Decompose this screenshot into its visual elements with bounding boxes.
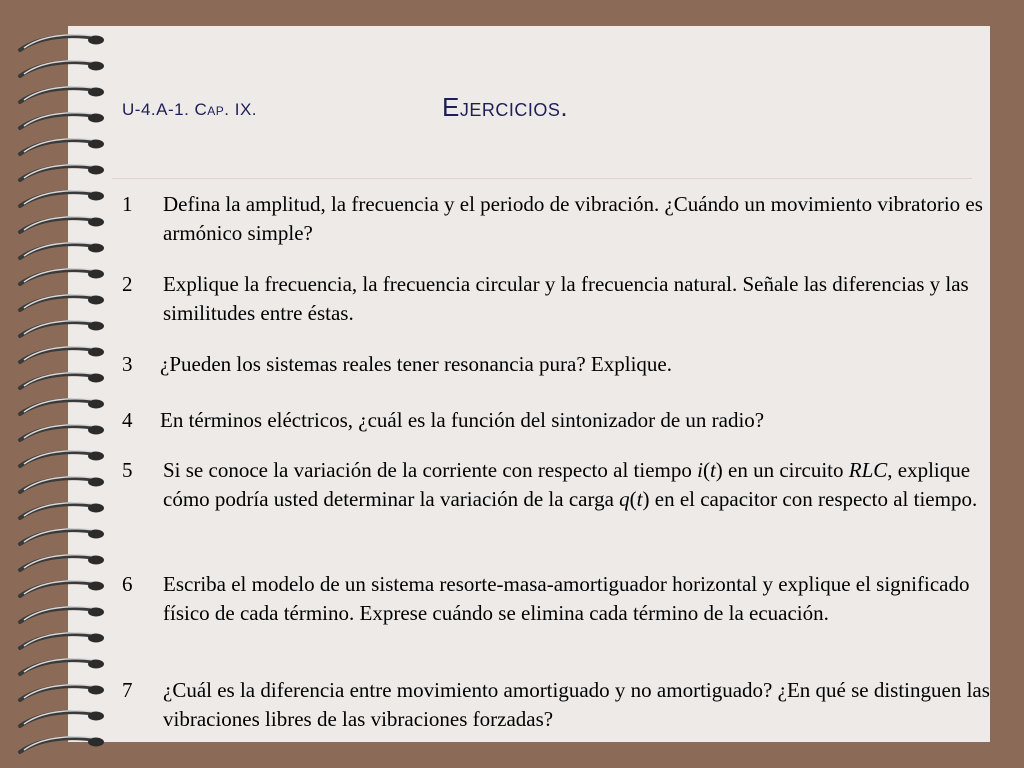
binding-hole [88, 322, 104, 331]
binding-hole [88, 296, 104, 305]
binding-hole [88, 140, 104, 149]
exercise-number: 4 [122, 408, 133, 432]
binding-hole [88, 738, 104, 747]
binding-hole [88, 660, 104, 669]
exercise-number: 6 [122, 572, 133, 596]
notebook-page [68, 26, 990, 742]
exercise-number: 3 [122, 352, 133, 376]
exercise-text: Si se conoce la variación de la corriente con respecto al tiempo i(t) en un circuito RLC, explique cómo podría usted determinar la variación de la carga q(t) en el capacitor con respecto al tiempo. [163, 458, 978, 511]
page-title: Ejercicios. [442, 92, 569, 122]
binding-hole [88, 608, 104, 617]
binding-hole [88, 218, 104, 227]
binding-hole [88, 166, 104, 175]
exercise-text: ¿Pueden los sistemas reales tener resonancia pura? Explique. [160, 352, 672, 376]
binding-hole [88, 36, 104, 45]
binding-hole [88, 582, 104, 591]
chapter-reference: U-4.A-1. Cap. IX. [122, 100, 258, 119]
exercise-number: 7 [122, 678, 133, 702]
exercise-text: Defina la amplitud, la frecuencia y el periodo de vibración. ¿Cuándo un movimiento vibratorio es armónico simple? [163, 192, 983, 245]
binding-hole [88, 62, 104, 71]
binding-hole [88, 192, 104, 201]
binding-hole [88, 400, 104, 409]
binding-hole [88, 270, 104, 279]
binding-hole [88, 556, 104, 565]
exercise-text: En términos eléctricos, ¿cuál es la función del sintonizador de un radio? [160, 408, 765, 432]
exercise-text: Explique la frecuencia, la frecuencia circular y la frecuencia natural. Señale las diferencias y las similitudes entre éstas. [163, 272, 969, 325]
binding-hole [88, 88, 104, 97]
exercise-text: Escriba el modelo de un sistema resorte-masa-amortiguador horizontal y explique el significado físico de cada término. Exprese cuándo se elimina cada término de la ecuación. [163, 572, 970, 625]
exercise-number: 2 [122, 272, 133, 296]
slide-header [122, 92, 722, 132]
spiral-binding [0, 0, 120, 768]
binding-hole [88, 634, 104, 643]
binding-hole [88, 244, 104, 253]
header-divider [112, 178, 972, 179]
binding-hole [88, 478, 104, 487]
binding-hole [88, 530, 104, 539]
binding-hole [88, 348, 104, 357]
binding-hole [88, 686, 104, 695]
binding-hole [88, 504, 104, 513]
binding-hole [88, 114, 104, 123]
binding-hole [88, 452, 104, 461]
exercise-number: 5 [122, 458, 133, 482]
exercise-number: 1 [122, 192, 133, 216]
binding-hole [88, 712, 104, 721]
binding-hole [88, 426, 104, 435]
exercise-text: ¿Cuál es la diferencia entre movimiento amortiguado y no amortiguado? ¿En qué se distinguen las vibraciones libres de las vibraciones forzadas? [163, 678, 990, 731]
binding-hole [88, 374, 104, 383]
